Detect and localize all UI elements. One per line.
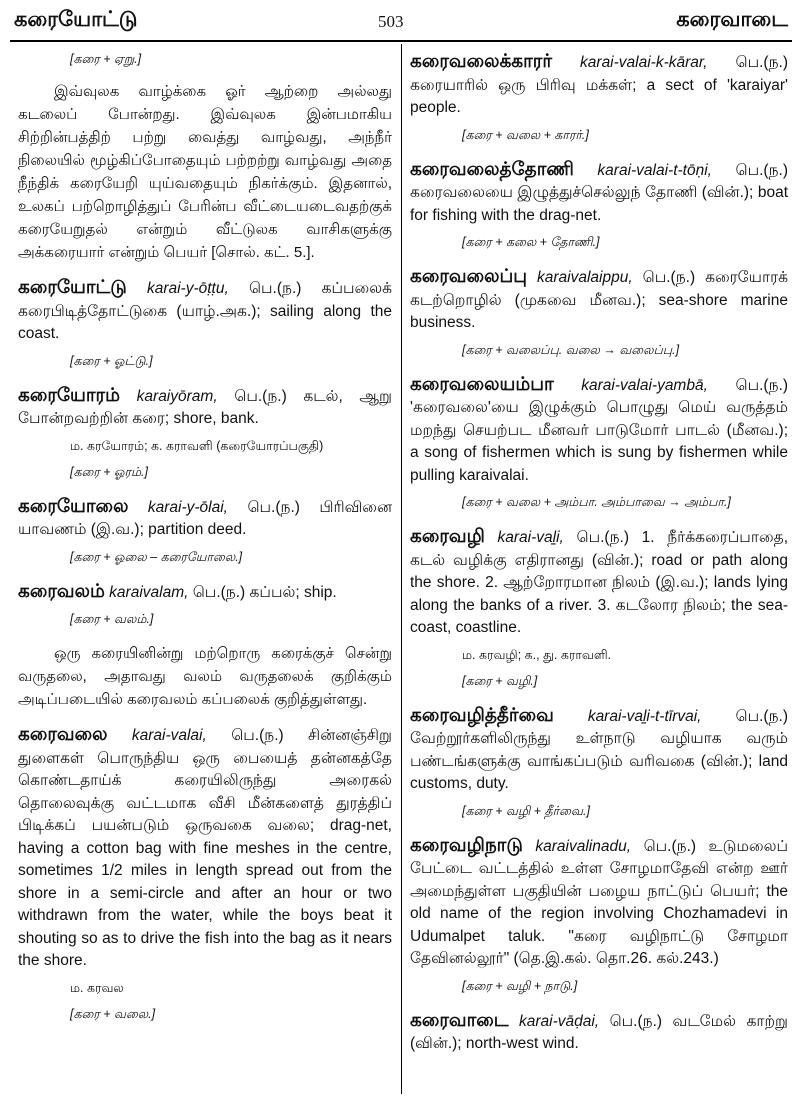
- transliteration: karai-y-ōlai,: [147, 498, 228, 516]
- entry-text: [18, 384, 392, 431]
- headword: கரையோலை: [18, 494, 129, 516]
- transliteration: karai-y-ōṭṭu,: [146, 280, 229, 297]
- entry-note: ஒரு கரையினின்று மற்றொரு கரைக்குச் சென்று வருதலை, அதாவது வலம் வருதலைக் குறிக்கும் அடிப்படையில் கரைவலம் கப்பலைக் குறித்துள்ளது.: [18, 645, 392, 708]
- transliteration: karai-vāḍai,: [518, 1012, 600, 1030]
- dictionary-entry: [410, 704, 788, 820]
- dictionary-entry: [410, 265, 788, 359]
- dictionary-entry: [410, 1009, 788, 1056]
- transliteration: karaivalaippu,: [536, 269, 633, 286]
- etymology: [கரை + கலை + தோணி.]: [462, 235, 600, 249]
- headword: கரைவழிநாடு: [410, 833, 523, 855]
- entry-text: [410, 373, 788, 488]
- entry-text: [18, 723, 392, 973]
- etymology: [கரை + வழி + தீர்வை.]: [462, 803, 590, 818]
- entry-text: [18, 495, 392, 542]
- dictionary-entry: [18, 723, 392, 1023]
- definition: பெ.(ந.) கரையோரக் கடற்றொழில் (முகவை மீனவ.); sea-shore marine business.: [410, 269, 788, 331]
- dictionary-entry: [410, 50, 788, 144]
- entry-text: [410, 158, 788, 228]
- etymology: [கரை + வலை + அம்பா. அம்பாவை → அம்பா.]: [462, 495, 731, 509]
- column-divider: [401, 44, 402, 1094]
- definition: பெ.(ந.) கப்பல்; ship.: [192, 583, 337, 601]
- transliteration: karaivalinadu,: [535, 837, 632, 855]
- top-paragraph: இவ்வுலக வாழ்க்கை ஓர் ஆற்றை அல்லது கடலைப் போன்றது. இவ்வுலக இன்பமாகிய சிற்றின்பத்திற் பற்று வைத்து வாழ்வது, அந்நீர் நிலையில் மூழ்கிப்போதையும் பற்றற்று வாழ்வது அதை நீந்திக் கரையேறி யுய்வதையும் நிகர்க்கும். இதனால், உலகப் பற்றொழித்துப் பேரின்ப வீட்டையடைவதற்குக் கரையேறுதல் என்றும் வீட்டுலக வாசிகளுக்கு அக்கரையார் என்றும் பெயர் [சொல். கட். 5.].: [18, 83, 392, 261]
- etymology: [கரை + ஓலை – கரையோலை.]: [70, 549, 243, 564]
- definition: பெ.(ந.) கடல், ஆறு போன்றவற்றின் கரை; shore, bank.: [18, 387, 392, 427]
- etymology: [கரை + வழி.]: [462, 673, 538, 688]
- page-number: 503: [378, 12, 404, 31]
- top-etymology: [கரை + ஏறு.]: [70, 52, 142, 66]
- definition: பெ.(ந.) கரைவலையை இழுத்துச்செல்லுந் தோணி (வின்.); boat for fishing with the drag-net.: [410, 161, 788, 224]
- dictionary-entry: [410, 834, 788, 995]
- definition: பெ.(ந.) பிரிவினை யாவணம் (இ.வ.); partition deed.: [18, 498, 392, 538]
- transliteration: karai-vaḻi,: [497, 529, 564, 546]
- headword: கரைவழித்தீர்வை: [410, 703, 554, 725]
- cognates: ம. கரயோரம்; க. கராவளி (கரையோரப்பகுதி): [70, 438, 324, 453]
- header-left-word: கரையோட்டு: [14, 8, 138, 31]
- etymology: [கரை + வழி + நாடு.]: [462, 978, 578, 993]
- definition: பெ.(ந.) உடுமலைப் பேட்டை வட்டத்தில் உள்ள சோழமாதேவி என்ற ஊர் அமைந்துள்ள பகுதியின் பழைய நாட்டுப் பெயர்; the old name of the region involving Chozhamadevi in Udumalpet taluk. "கரை வழிநாட்டு சோழமா தேவினல்லூர்" (தெ.இ.கல். தொ.26. கல்.243.): [410, 837, 788, 967]
- headword: கரைவலம்: [18, 579, 105, 601]
- definition: பெ.(ந.) கப்பலைக் கரைபிடித்தோட்டுகை (யாழ்.அக.); sailing along the coast.: [18, 280, 392, 342]
- entry-text: [410, 834, 788, 971]
- transliteration: karai-valai-yambā,: [581, 376, 708, 394]
- etymology: [கரை + வலம்.]: [70, 612, 154, 626]
- entry-text: [410, 525, 788, 640]
- etymology: [கரை + வலை + காரர்.]: [462, 127, 589, 142]
- header-rule: [10, 40, 792, 42]
- definition: பெ.(ந.) 1. நீர்க்கரைப்பாதை, கடல் வழிக்கு எதிரானது (வின்.); road or path along the shore. 2. ஆற்றோரமான நிலம் (இ.வ.); lands lying along the banks of a river. 3. கடலோர நிலம்; the sea-coast, coastline.: [410, 529, 788, 636]
- definition: பெ.(ந.) சின்னஞ்சிறு துளைகள் பொருந்திய ஒரு பையைத் தன்னகத்தே கொண்டதாய்க் கரையிலிருந்து அரைகல் தொலைவுக்கு வட்டமாக வீசி மீன்களைத் துரத்திப் பிடிக்கப் பயன்படும் ஒருவகை வலை; drag-net, having a cotton bag with fine meshes in the centre, sometimes 1/2 miles in length spread out from the shore in a semi-circle and after an hour or two withdrawn from the water, while the boys beat it shouting so as to drive the fish into the bag as it nears the shore.: [18, 727, 392, 969]
- entry-text: [410, 704, 788, 796]
- dictionary-entry: [18, 384, 392, 481]
- definition: பெ.(ந.) வடமேல் காற்று (வின்.); north-west wind.: [410, 1012, 788, 1052]
- headword: கரைவலைக்காரர்: [410, 50, 553, 71]
- dictionary-entry: [410, 158, 788, 252]
- dictionary-entry: [18, 580, 392, 712]
- left-column: [18, 50, 392, 1037]
- header-right-word: கரைவாடை: [676, 8, 788, 31]
- headword: கரைவலைப்பு: [410, 265, 527, 286]
- dictionary-entry: [18, 495, 392, 566]
- transliteration: karaiyōram,: [136, 387, 218, 405]
- dictionary-entry: [410, 373, 788, 512]
- transliteration: karai-valai-t-tōṇi,: [597, 161, 712, 179]
- headword: கரைவலையம்பா: [410, 372, 554, 394]
- etymology: [கரை + வலை.]: [70, 1006, 156, 1021]
- headword: கரையோரம்: [18, 383, 121, 405]
- dictionary-entry: [18, 276, 392, 370]
- right-column: [410, 50, 788, 1064]
- page-header: [0, 4, 800, 36]
- entry-text: [18, 276, 392, 346]
- dictionary-entry: [410, 525, 788, 690]
- headword: கரைவாடை: [410, 1008, 509, 1030]
- definition: பெ.(ந.) 'கரைவலை'யை இழுக்கும் பொழுது மெய் வருத்தம் மறந்து செயற்பட மீனவர் பாடுமோர் பாடல் (மீனவ.); a song of fishermen which is sung by fishermen while pulling karaivalai.: [410, 376, 788, 484]
- etymology: [கரை + வலைப்பு. வலை → வலைப்பு.]: [462, 342, 680, 357]
- cognates: ம. கரவல: [70, 980, 124, 995]
- entry-text: [18, 580, 392, 605]
- transliteration: karai-valai-k-kārar,: [580, 54, 708, 71]
- transliteration: karai-valai,: [131, 727, 207, 744]
- etymology: [கரை + ஓரம்.]: [70, 464, 148, 479]
- definition: பெ.(ந.) கரையாரில் ஒரு பிரிவு மக்கள்; a sect of 'karaiyar' people.: [410, 54, 788, 116]
- entry-text: [410, 1009, 788, 1056]
- entry-text: [410, 50, 788, 120]
- headword: கரைவலை: [18, 723, 108, 744]
- transliteration: karai-vaḻi-t-tīrvai,: [587, 707, 702, 725]
- etymology: [கரை + ஓட்டு.]: [70, 353, 153, 368]
- headword: கரைவலைத்தோணி: [410, 157, 574, 179]
- cognates: ம. கரவழி; க., து. கராவளி.: [462, 647, 612, 662]
- headword: கரையோட்டு: [18, 276, 127, 297]
- entry-text: [410, 265, 788, 335]
- transliteration: karaivalam,: [109, 583, 189, 601]
- definition: பெ.(ந.) வேற்றூர்களிலிருந்து உள்நாடு வழியாக வரும் பண்டங்களுக்கு வாங்கப்படும் வரிவகை (வின்.); land customs, duty.: [410, 707, 788, 792]
- headword: கரைவழி: [410, 525, 485, 546]
